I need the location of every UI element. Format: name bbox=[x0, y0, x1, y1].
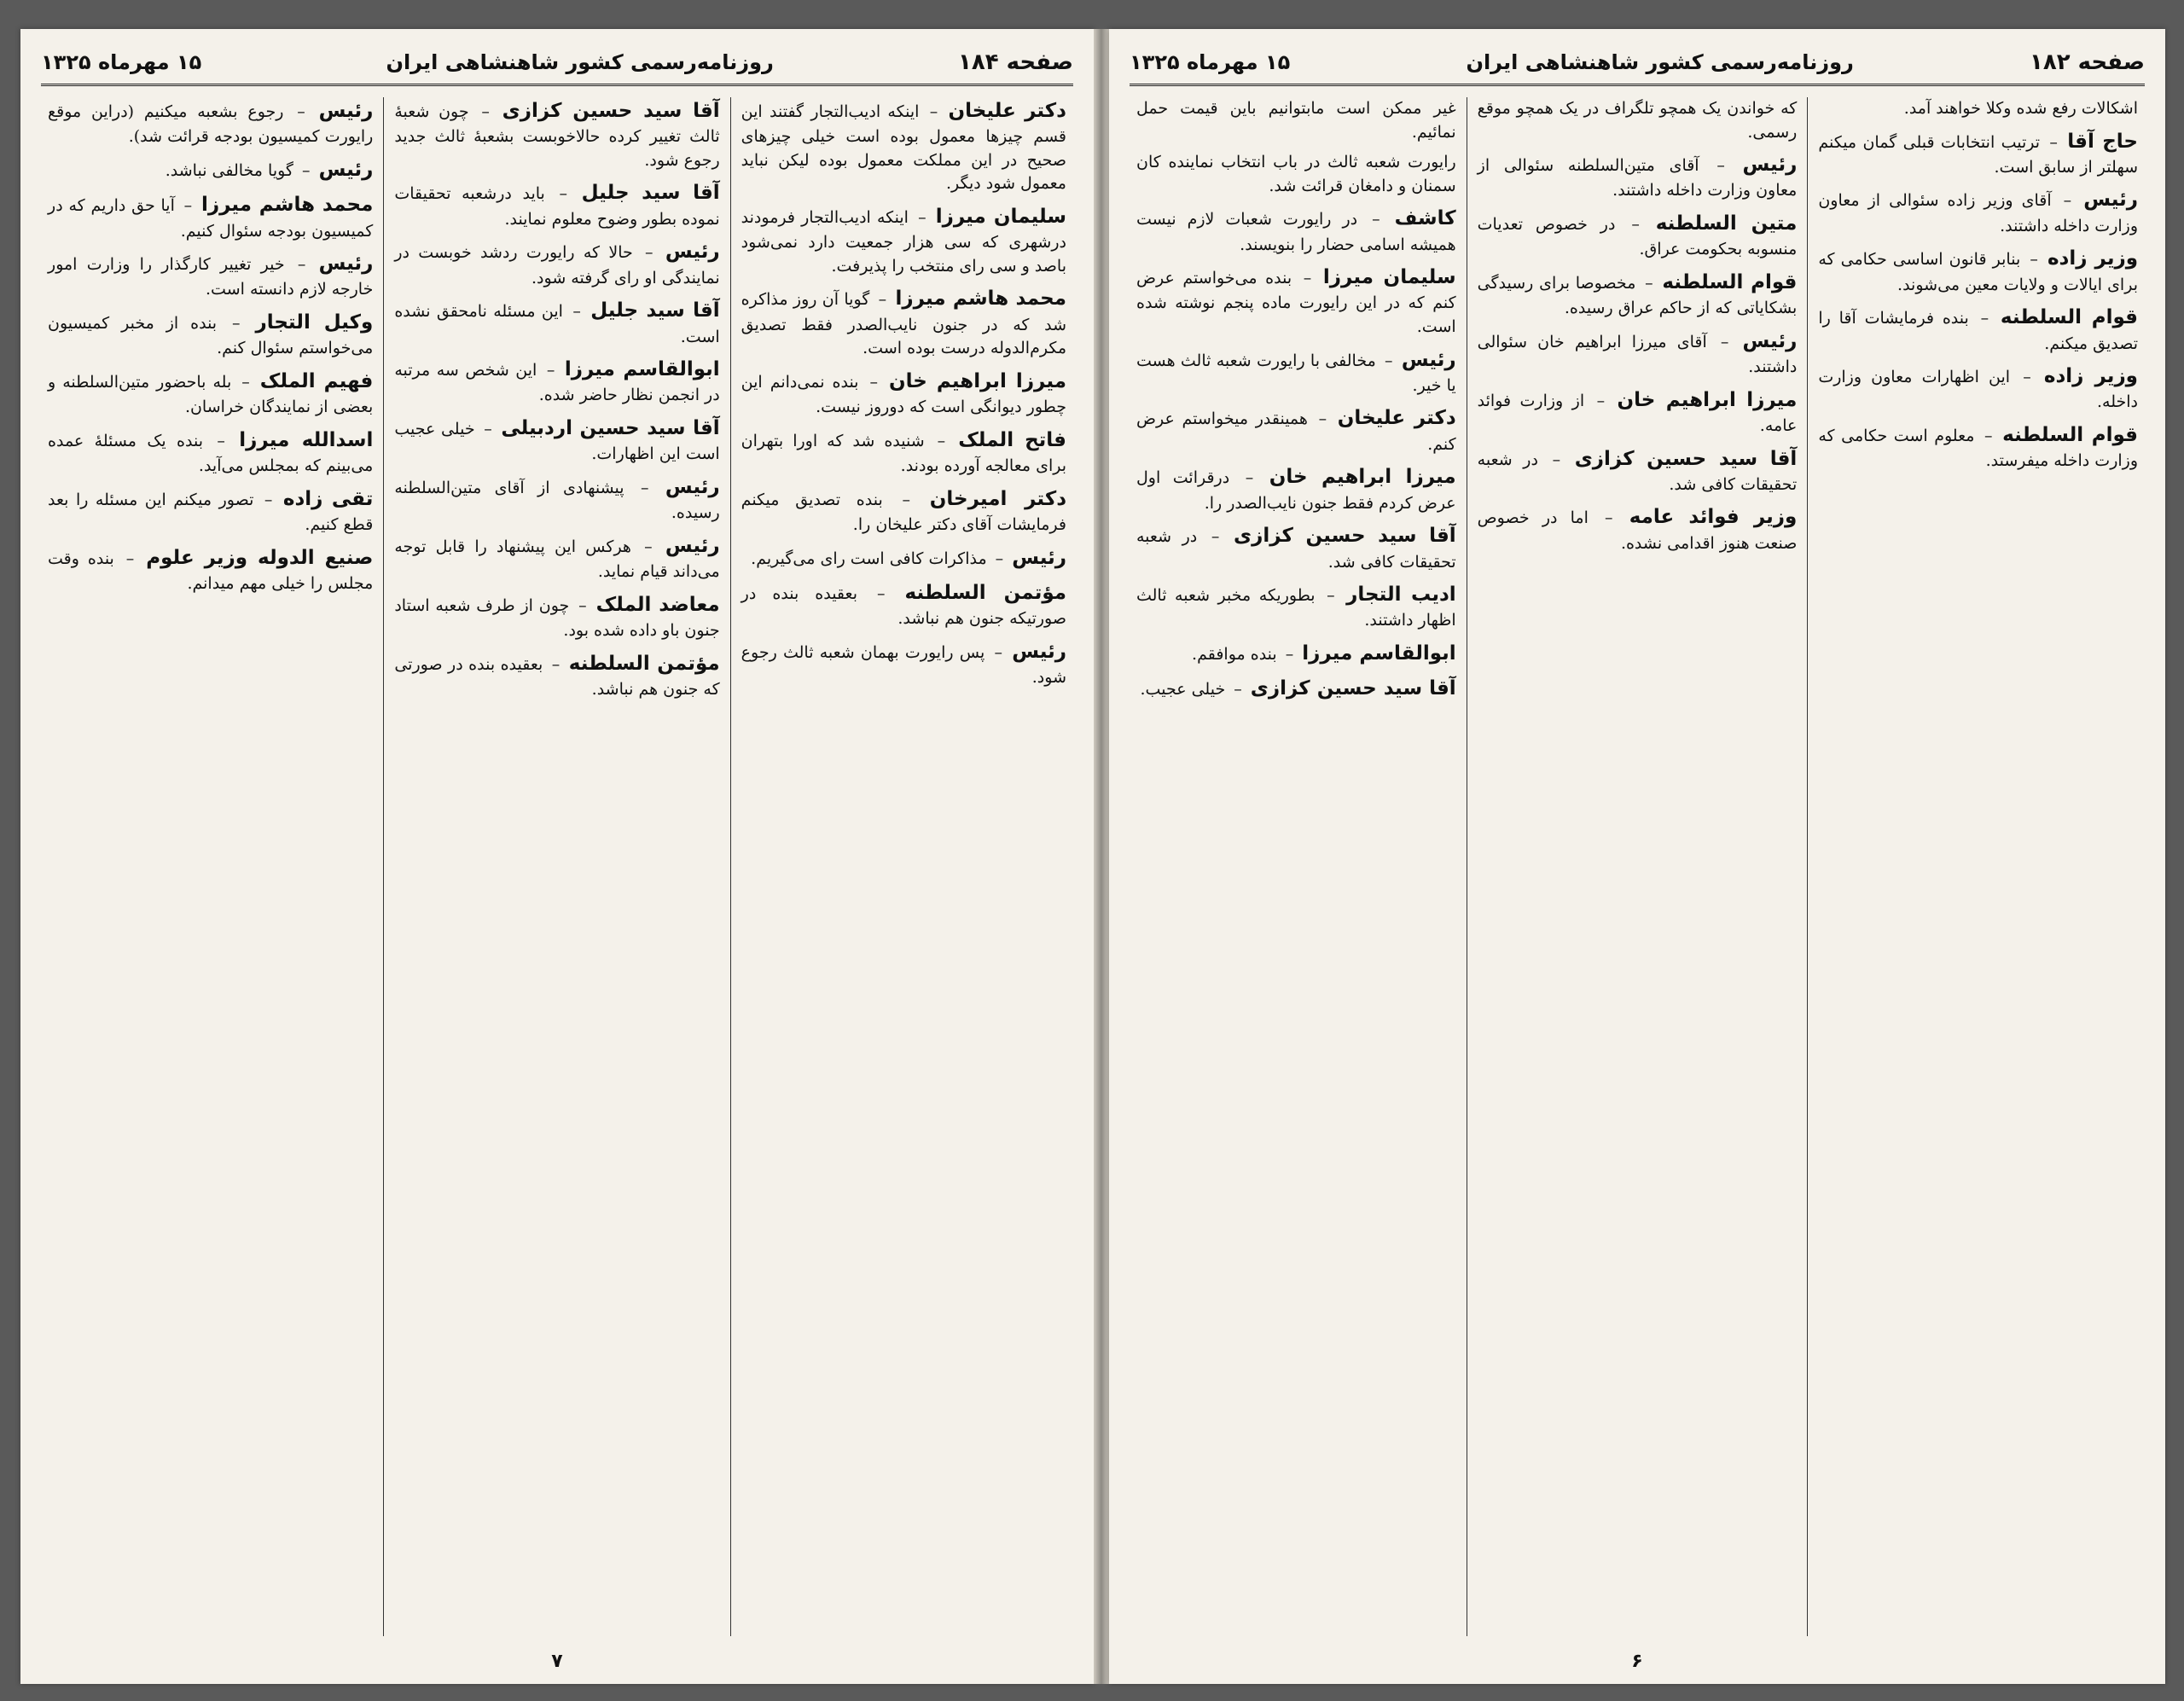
speaker-name: رئیس bbox=[1742, 154, 1798, 177]
transcript-entry bbox=[741, 368, 1066, 420]
transcript-entry bbox=[1136, 522, 1456, 574]
transcript-entry bbox=[394, 238, 719, 290]
entry-text: بنده فرمایشات آقا را تصدیق میکنم. bbox=[1818, 309, 2138, 353]
transcript-entry bbox=[741, 544, 1066, 572]
transcript-entry bbox=[1478, 151, 1798, 203]
speaker-separator: – bbox=[1228, 680, 1247, 700]
entry-text: معلوم است حکامی که وزارت داخله میفرستد. bbox=[1818, 427, 2138, 471]
transcript-entry bbox=[48, 544, 373, 596]
speaker-separator: – bbox=[548, 184, 578, 204]
speaker-separator: – bbox=[257, 490, 280, 509]
transcript-entry bbox=[741, 285, 1066, 360]
transcript-entry bbox=[1136, 97, 1456, 144]
entry-text: هرکس این پیشنهاد را قابل توجه می‌داند قیام نماید. bbox=[394, 537, 720, 582]
transcript-entry bbox=[1136, 463, 1456, 515]
entry-text: اینکه ادیب‌التجار گفتند این قسم چیزها معمول بوده است خیلی چیزهای صحیح در این مملکت معمول بوده لیکن نباید معمول شود دیگر. bbox=[741, 102, 1066, 194]
speaker-name: ابوالقاسم میرزا bbox=[564, 358, 720, 381]
transcript-entry bbox=[1818, 245, 2138, 297]
entry-text: رایورت شعبه ثالث در باب انتخاب نماینده کان سمنان و دامغان قرائت شد. bbox=[1136, 153, 1456, 195]
text-column bbox=[1467, 97, 1808, 1636]
entry-text: بنده تصدیق میکنم فرمایشات آقای دکتر علیخان را. bbox=[741, 490, 1066, 534]
entry-text: بنده موافقم. bbox=[1192, 644, 1277, 664]
left-page-title: روزنامه‌رسمی کشور شاهنشاهی ایران bbox=[386, 50, 774, 74]
entry-text: این شخص سه مرتبه در انجمن نظار حاضر شده. bbox=[394, 361, 720, 405]
entry-text: آقای متین‌السلطنه سئوالی از معاون وزارت داخله داشتند. bbox=[1477, 156, 1798, 200]
speaker-separator: – bbox=[1710, 332, 1740, 351]
transcript-entry bbox=[394, 532, 719, 584]
speaker-separator: – bbox=[1318, 586, 1344, 606]
entry-text: در شعبه تحقیقات کافی شد. bbox=[1136, 527, 1456, 572]
entry-text: بله باحضور متین‌السلطنه و بعضی از نمایندگان خراسان. bbox=[48, 372, 374, 417]
entry-text: آیا حق داریم که در کمیسیون بودجه سئوال کنیم. bbox=[48, 196, 374, 241]
speaker-name: دکتر علیخان bbox=[1337, 407, 1456, 430]
speaker-name: قوام السلطنه bbox=[2000, 306, 2138, 329]
speaker-name: رئیس bbox=[318, 100, 374, 122]
transcript-entry bbox=[48, 368, 373, 420]
right-page-header bbox=[1130, 41, 2145, 86]
entry-text: باید درشعبه تحقیقات نموده بطور وضوح معلوم نمایند. bbox=[394, 184, 720, 229]
speaker-separator: – bbox=[634, 537, 662, 556]
text-column bbox=[730, 97, 1077, 1636]
speaker-name: آقا سید جلیل bbox=[581, 182, 720, 205]
entry-text: در شعبه تحقیقات کافی شد. bbox=[1477, 450, 1798, 494]
text-column bbox=[38, 97, 383, 1636]
speaker-name: وزیر فوائد عامه bbox=[1629, 506, 1798, 529]
entry-text: مخالفی با رایورت شعبه ثالث هست یا خیر. bbox=[1136, 351, 1456, 395]
left-page-date: ۱۵ مهرماه ۱۳۲۵ bbox=[41, 50, 202, 74]
transcript-entry bbox=[1818, 186, 2138, 238]
transcript-entry bbox=[1818, 97, 2138, 121]
transcript-entry bbox=[394, 415, 719, 467]
transcript-entry bbox=[741, 485, 1066, 537]
entry-text: این اظهارات معاون وزارت داخله. bbox=[1818, 368, 2138, 412]
speaker-separator: – bbox=[478, 420, 498, 438]
right-page-folio: ۶ bbox=[1631, 1651, 1643, 1672]
speaker-separator: – bbox=[1280, 644, 1299, 664]
transcript-entry bbox=[48, 156, 373, 184]
speaker-name: وکیل التجار bbox=[255, 311, 374, 334]
speaker-name: رئیس bbox=[1012, 546, 1066, 569]
binding-gutter bbox=[1094, 29, 1109, 1684]
right-page-number: صفحه ۱۸۲ bbox=[2029, 49, 2145, 75]
entry-text: چون شعبهٔ ثالث تغییر کرده حالاخوبست بشعبهٔ ثالث جدید رجوع شود. bbox=[394, 102, 720, 170]
entry-text: آقای وزیر زاده سئوالی از معاون وزارت داخله داشتند. bbox=[1818, 191, 2138, 235]
speaker-name: آقا سید جلیل bbox=[590, 299, 720, 322]
speaker-separator: – bbox=[1541, 450, 1571, 469]
entry-text: همینقدر میخواستم عرض کنم. bbox=[1136, 409, 1456, 454]
speaker-separator: – bbox=[2024, 250, 2044, 270]
speaker-name: میرزا ابراهیم خان bbox=[889, 369, 1066, 392]
speaker-name: آقا سید حسین کزازی bbox=[1250, 677, 1456, 700]
speaker-name: مؤتمن السلطنه bbox=[568, 652, 720, 675]
transcript-entry bbox=[741, 203, 1066, 278]
speaker-separator: – bbox=[911, 207, 932, 227]
speaker-name: رئیس bbox=[2083, 189, 2138, 212]
speaker-separator: – bbox=[1591, 508, 1626, 528]
speaker-name: معاضد الملک bbox=[595, 593, 720, 616]
entry-text: ترتیب انتخابات قبلی گمان میکنم سهلتر از سابق است. bbox=[1818, 132, 2138, 177]
entry-text: بنده از مخبر کمیسیون می‌خواستم سئوال کنم. bbox=[48, 314, 374, 358]
entry-text: در رایورت شعبات لازم نیست همیشه اسامی حضار را بنویسند. bbox=[1136, 210, 1456, 254]
left-page-header bbox=[41, 41, 1073, 86]
transcript-entry bbox=[394, 650, 719, 702]
left-page bbox=[20, 29, 1094, 1684]
entry-text: مذاکرات کافی است رای می‌گیریم. bbox=[751, 549, 987, 568]
speaker-name: آقا سید حسین کزازی bbox=[1574, 447, 1798, 470]
transcript-entry bbox=[48, 250, 373, 302]
entry-text: اینکه ادیب‌التجار فرمودند درشهری که سی هزار جمعیت دارد نمی‌شود باصد و سی رای منتخب را پذیرفت. bbox=[741, 207, 1066, 276]
transcript-entry bbox=[394, 473, 719, 525]
speaker-name: میرزا ابراهیم خان bbox=[1269, 466, 1456, 489]
speaker-name: وزیر زاده bbox=[2047, 247, 2139, 270]
speaker-name: رئیس bbox=[665, 241, 720, 264]
left-page-folio: ۷ bbox=[551, 1651, 563, 1672]
speaker-separator: – bbox=[546, 654, 566, 674]
speaker-separator: – bbox=[1295, 269, 1320, 288]
transcript-entry bbox=[741, 579, 1066, 631]
entry-text: مخصوصا برای رسیدگی بشکایاتی که از حاکم عراق رسیده. bbox=[1477, 273, 1798, 318]
speaker-name: متین السلطنه bbox=[1655, 212, 1798, 235]
transcript-entry bbox=[1136, 675, 1456, 703]
entry-text: درقرائت اول عرض کردم فقط جنون نایب‌الصدر را. bbox=[1136, 468, 1456, 513]
speaker-separator: – bbox=[862, 372, 886, 392]
right-page-columns bbox=[1126, 97, 2148, 1636]
speaker-separator: – bbox=[296, 160, 316, 180]
speaker-name: میرزا ابراهیم خان bbox=[1617, 388, 1798, 411]
speaker-name: آقا سید حسین کزازی bbox=[1234, 525, 1456, 548]
entry-text: اما در خصوص صنعت هنوز اقدامی نشده. bbox=[1477, 508, 1798, 553]
entry-text: خیلی عجیب است این اظهارات. bbox=[394, 420, 720, 464]
entry-text: این مسئله نامحقق نشده است. bbox=[394, 302, 720, 346]
speaker-name: تقی زاده bbox=[282, 487, 374, 510]
speaker-name: اسدالله میرزا bbox=[239, 428, 374, 451]
speaker-separator: – bbox=[1618, 214, 1653, 234]
speaker-separator: – bbox=[206, 431, 236, 450]
entry-text: بنده یک مسئلهٔ عمده می‌بینم که بمجلس می‌آید. bbox=[48, 431, 374, 476]
speaker-separator: – bbox=[886, 490, 926, 509]
speaker-separator: – bbox=[1978, 427, 2000, 445]
speaker-separator: – bbox=[1200, 527, 1231, 547]
right-page bbox=[1109, 29, 2165, 1684]
speaker-name: ادیب التجار bbox=[1346, 583, 1456, 607]
transcript-entry bbox=[48, 427, 373, 479]
entry-text: بعقیده بنده در صورتیکه جنون هم نباشد. bbox=[741, 583, 1066, 629]
speaker-name: رئیس bbox=[1012, 640, 1066, 663]
speaker-name: سلیمان میرزا bbox=[935, 205, 1066, 228]
transcript-entry bbox=[1818, 363, 2138, 415]
speaker-separator: – bbox=[1233, 468, 1266, 488]
speaker-separator: – bbox=[1639, 273, 1659, 293]
speaker-name: رئیس bbox=[1401, 348, 1456, 371]
speaker-separator: – bbox=[922, 102, 945, 121]
transcript-entry bbox=[1478, 97, 1798, 144]
speaker-separator: – bbox=[861, 583, 902, 603]
speaker-separator: – bbox=[1588, 391, 1614, 410]
transcript-entry bbox=[741, 427, 1066, 479]
speaker-name: ابوالقاسم میرزا bbox=[1302, 642, 1456, 665]
speaker-separator: – bbox=[873, 290, 892, 310]
transcript-entry bbox=[394, 297, 719, 349]
speaker-separator: – bbox=[2043, 132, 2065, 152]
speaker-separator: – bbox=[927, 431, 956, 450]
entry-text: بطوریکه مخبر شعبه ثالث اظهار داشتند. bbox=[1136, 586, 1456, 630]
speaker-separator: – bbox=[1361, 210, 1391, 229]
transcript-entry bbox=[1818, 421, 2138, 473]
transcript-entry bbox=[48, 97, 373, 149]
text-column bbox=[1126, 97, 1467, 1636]
speaker-name: صنیع الدوله وزیر علوم bbox=[146, 546, 374, 569]
transcript-entry bbox=[1136, 346, 1456, 398]
speaker-name: رئیس bbox=[665, 534, 720, 557]
entry-text: تصور میکنم این مسئله را بعد قطع کنیم. bbox=[48, 490, 374, 535]
transcript-entry bbox=[1478, 503, 1798, 555]
transcript-entry bbox=[1478, 210, 1798, 262]
transcript-entry bbox=[1478, 328, 1798, 380]
transcript-entry bbox=[394, 97, 719, 172]
transcript-entry bbox=[1136, 581, 1456, 633]
entry-text: رجوع بشعبه میکنیم (دراین موقع رایورت کمیسیون بودجه قرائت شد). bbox=[48, 102, 374, 147]
transcript-entry bbox=[1136, 151, 1456, 198]
entry-text: بنده وقت مجلس را خیلی مهم میدانم. bbox=[48, 549, 374, 593]
entry-text: که خواندن یک همچو تلگراف در یک همچو موقع رسمی. bbox=[1477, 99, 1798, 142]
transcript-entry bbox=[741, 638, 1066, 690]
speaker-name: قوام السلطنه bbox=[1662, 270, 1798, 293]
speaker-name: دکتر علیخان bbox=[948, 100, 1066, 122]
speaker-separator: – bbox=[288, 255, 316, 275]
transcript-entry bbox=[1136, 264, 1456, 339]
text-column bbox=[383, 97, 729, 1636]
entry-text: گویا آن روز مذاکره شد که در جنون نایب‌الصدر فقط تصدیق مکرم‌الدوله درست بوده است. bbox=[741, 290, 1066, 358]
entry-text: اشکالات رفع شده وکلا خواهند آمد. bbox=[1903, 99, 2138, 118]
speaker-name: حاج آقا bbox=[2067, 130, 2138, 153]
entry-text: خیر تغییر کارگذار را وزارت امور خارجه لازم دانسته است. bbox=[48, 255, 374, 299]
transcript-entry bbox=[1478, 269, 1798, 321]
speaker-name: رئیس bbox=[318, 253, 374, 276]
text-column bbox=[1807, 97, 2148, 1636]
speaker-separator: – bbox=[636, 243, 662, 263]
transcript-entry bbox=[1818, 128, 2138, 180]
speaker-separator: – bbox=[540, 361, 561, 380]
entry-text: آقای میرزا ابراهیم خان سئوالی داشتند. bbox=[1477, 332, 1798, 377]
speaker-separator: – bbox=[1972, 309, 1997, 328]
speaker-separator: – bbox=[177, 196, 198, 216]
speaker-name: آقا سید حسین کزازی bbox=[502, 100, 720, 122]
entry-text: بنده نمی‌دانم این چطور دیوانگی است که دوروز نیست. bbox=[741, 372, 1066, 417]
transcript-entry bbox=[1136, 404, 1456, 456]
entry-text: شنیده شد که اورا بتهران برای معالجه آورده بودند. bbox=[741, 431, 1066, 476]
speaker-name: آقا سید حسین اردبیلی bbox=[501, 417, 720, 439]
speaker-separator: – bbox=[117, 549, 143, 568]
speaker-name: قوام السلطنه bbox=[2002, 424, 2138, 446]
speaker-separator: – bbox=[2013, 368, 2041, 387]
speaker-separator: – bbox=[572, 595, 593, 615]
speaker-name: دکتر امیرخان bbox=[929, 487, 1066, 510]
entry-text: غیر ممکن است مابتوانیم باین قیمت حمل نمائیم. bbox=[1136, 99, 1456, 142]
left-page-columns bbox=[38, 97, 1077, 1636]
speaker-name: وزیر زاده bbox=[2043, 365, 2138, 388]
speaker-name: رئیس bbox=[1742, 329, 1798, 352]
speaker-separator: – bbox=[1310, 409, 1334, 429]
transcript-entry bbox=[394, 591, 719, 643]
transcript-entry bbox=[394, 356, 719, 408]
speaker-separator: – bbox=[287, 102, 316, 121]
speaker-name: رئیس bbox=[318, 158, 374, 181]
speaker-name: سلیمان میرزا bbox=[1322, 266, 1456, 289]
speaker-separator: – bbox=[472, 102, 499, 121]
entry-text: گویا مخالفی نباشد. bbox=[165, 160, 293, 180]
transcript-entry bbox=[394, 179, 719, 231]
speaker-name: محمد هاشم میرزا bbox=[200, 194, 374, 217]
entry-text: پیشنهادی از آقای متین‌السلطنه رسیده. bbox=[394, 478, 720, 523]
entry-text: پس رایورت بهمان شعبه ثالث رجوع شود. bbox=[741, 642, 1066, 688]
entry-text: بنابر قانون اساسی حکامی که برای ایالات و ولایات معین می‌شوند. bbox=[1818, 250, 2138, 294]
speaker-separator: – bbox=[990, 549, 1009, 568]
right-page-title: روزنامه‌رسمی کشور شاهنشاهی ایران bbox=[1466, 50, 1854, 74]
transcript-entry bbox=[741, 97, 1066, 196]
transcript-entry bbox=[1478, 445, 1798, 497]
entry-text: بعقیده بنده در صورتی که جنون هم نباشد. bbox=[394, 654, 720, 699]
speaker-separator: – bbox=[627, 478, 662, 497]
entry-text: چون از طرف شعبه استاد جنون باو داده شده بود. bbox=[394, 595, 720, 641]
speaker-separator: – bbox=[1379, 351, 1398, 370]
transcript-entry bbox=[1818, 304, 2138, 356]
speaker-separator: – bbox=[2054, 191, 2081, 211]
transcript-entry bbox=[1136, 640, 1456, 668]
speaker-separator: – bbox=[220, 314, 253, 334]
transcript-entry bbox=[1136, 205, 1456, 257]
right-page-date: ۱۵ مهرماه ۱۳۲۵ bbox=[1130, 50, 1291, 74]
speaker-name: فهیم الملک bbox=[259, 369, 374, 392]
entry-text: بنده می‌خواستم عرض کنم که در این رایورت ماده پنجم نوشته شده است. bbox=[1136, 269, 1456, 336]
speaker-name: فاتح الملک bbox=[958, 428, 1066, 451]
transcript-entry bbox=[48, 309, 373, 361]
speaker-name: مؤتمن السلطنه bbox=[904, 581, 1066, 604]
transcript-entry bbox=[48, 191, 373, 243]
speaker-separator: – bbox=[1702, 156, 1740, 176]
entry-text: حالا که رایورت ردشد خوبست در نمایندگی او رای گرفته شود. bbox=[394, 243, 720, 287]
entry-text: از وزارت فوائد عامه. bbox=[1477, 391, 1798, 435]
entry-text: خیلی عجیب. bbox=[1140, 680, 1226, 700]
speaker-separator: – bbox=[988, 642, 1009, 662]
speaker-name: رئیس bbox=[665, 475, 720, 498]
left-page-number: صفحه ۱۸۴ bbox=[957, 49, 1073, 75]
speaker-name: کاشف bbox=[1394, 207, 1456, 230]
transcript-entry bbox=[1478, 386, 1798, 438]
speaker-separator: – bbox=[235, 372, 257, 392]
speaker-name: محمد هاشم میرزا bbox=[895, 287, 1066, 311]
speaker-separator: – bbox=[566, 302, 588, 322]
entry-text: در خصوص تعدیات منسوبه بحکومت عراق. bbox=[1477, 214, 1798, 259]
transcript-entry bbox=[48, 485, 373, 537]
